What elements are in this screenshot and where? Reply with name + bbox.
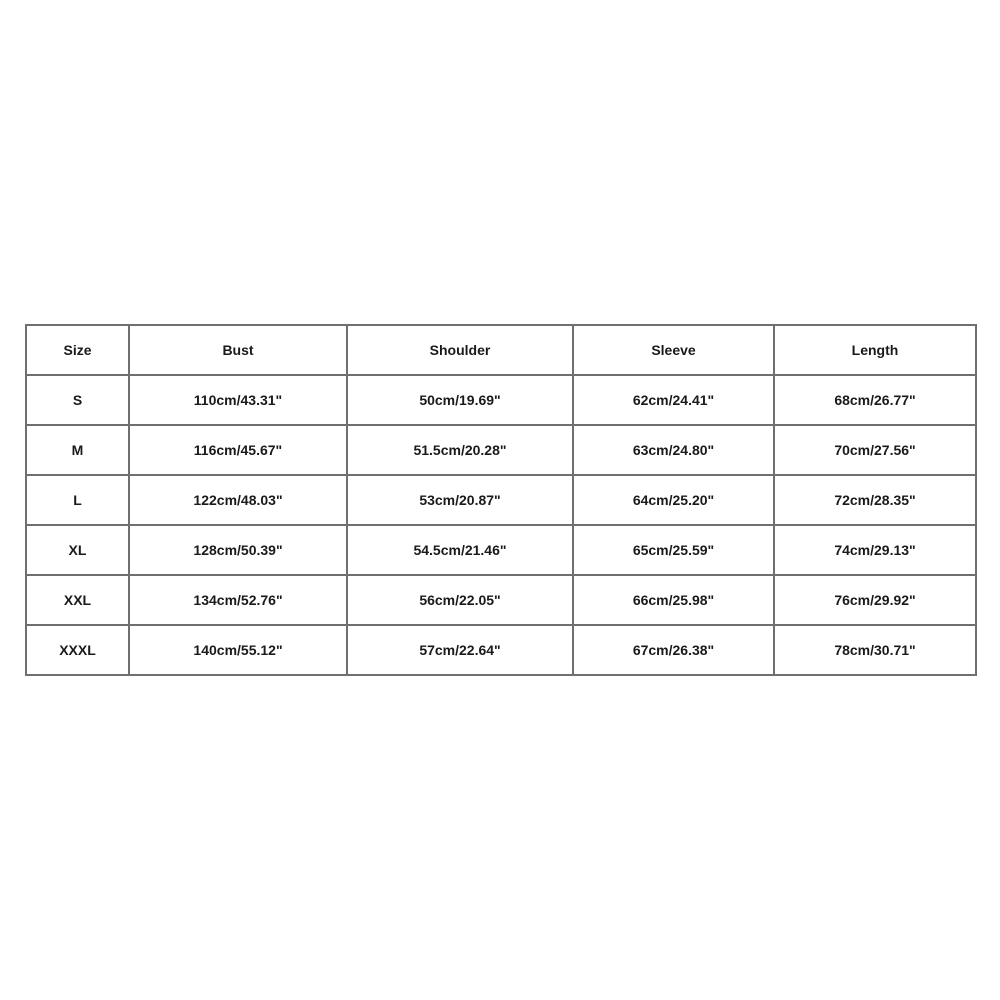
cell-length: 78cm/30.71"	[774, 625, 976, 675]
cell-sleeve: 66cm/25.98"	[573, 575, 774, 625]
size-chart-table	[25, 324, 977, 676]
cell-bust: 116cm/45.67"	[129, 425, 347, 475]
cell-length: 70cm/27.56"	[774, 425, 976, 475]
cell-size: M	[26, 425, 129, 475]
header-sleeve: Sleeve	[573, 325, 774, 375]
cell-length: 74cm/29.13"	[774, 525, 976, 575]
header-shoulder: Shoulder	[347, 325, 573, 375]
cell-bust: 122cm/48.03"	[129, 475, 347, 525]
cell-shoulder: 50cm/19.69"	[347, 375, 573, 425]
cell-shoulder: 53cm/20.87"	[347, 475, 573, 525]
table-row	[26, 475, 976, 525]
cell-size: L	[26, 475, 129, 525]
table-row	[26, 525, 976, 575]
cell-size: S	[26, 375, 129, 425]
cell-length: 72cm/28.35"	[774, 475, 976, 525]
cell-bust: 134cm/52.76"	[129, 575, 347, 625]
table-row	[26, 375, 976, 425]
table-row	[26, 575, 976, 625]
cell-bust: 128cm/50.39"	[129, 525, 347, 575]
cell-sleeve: 64cm/25.20"	[573, 475, 774, 525]
cell-size: XXXL	[26, 625, 129, 675]
header-length: Length	[774, 325, 976, 375]
cell-sleeve: 62cm/24.41"	[573, 375, 774, 425]
header-bust: Bust	[129, 325, 347, 375]
cell-shoulder: 56cm/22.05"	[347, 575, 573, 625]
cell-bust: 110cm/43.31"	[129, 375, 347, 425]
cell-sleeve: 67cm/26.38"	[573, 625, 774, 675]
cell-length: 76cm/29.92"	[774, 575, 976, 625]
cell-shoulder: 54.5cm/21.46"	[347, 525, 573, 575]
header-row	[26, 325, 976, 375]
table-row	[26, 625, 976, 675]
cell-shoulder: 51.5cm/20.28"	[347, 425, 573, 475]
cell-shoulder: 57cm/22.64"	[347, 625, 573, 675]
header-size: Size	[26, 325, 129, 375]
cell-length: 68cm/26.77"	[774, 375, 976, 425]
cell-size: XXL	[26, 575, 129, 625]
cell-sleeve: 63cm/24.80"	[573, 425, 774, 475]
table-row	[26, 425, 976, 475]
cell-bust: 140cm/55.12"	[129, 625, 347, 675]
cell-sleeve: 65cm/25.59"	[573, 525, 774, 575]
cell-size: XL	[26, 525, 129, 575]
